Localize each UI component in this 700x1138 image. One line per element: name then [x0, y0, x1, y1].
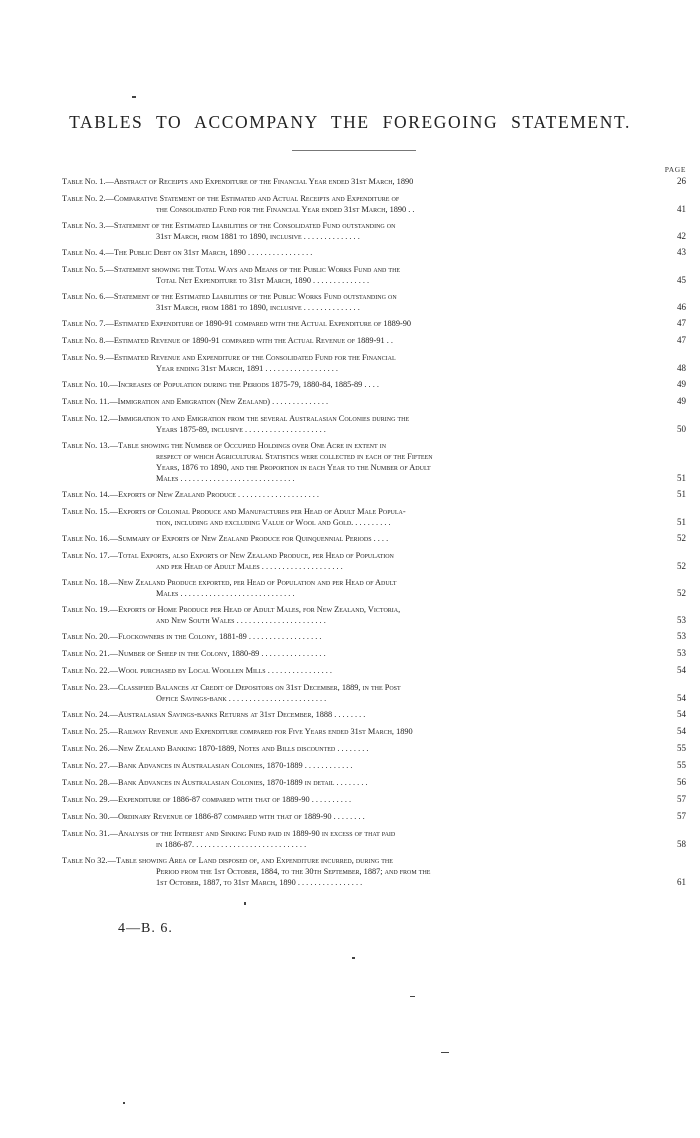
table-number: Table No. 20.: [62, 632, 110, 641]
page-number: 52: [677, 533, 686, 543]
page-number: 49: [677, 379, 686, 389]
toc-entry-first-line: [62, 577, 656, 588]
table-number: Table No. 16.: [62, 534, 110, 543]
toc-entry-text: [62, 760, 656, 771]
table-description-line: Exports of Colonial Produce and Manufactures per Head of Adult Male Popula-: [117, 507, 406, 516]
toc-entry-text: [62, 631, 656, 642]
toc-entry-text: [62, 577, 656, 599]
table-number: Table No. 19.: [62, 605, 110, 614]
em-dash: —: [109, 441, 118, 450]
page-number: 49: [677, 396, 686, 406]
toc-entry-first-line: [62, 264, 656, 275]
table-description-line: 31st March, from 1881 to 1890, inclusive . . . . . . . . . . . . . .: [156, 232, 360, 241]
toc-entry-first-line: [62, 533, 656, 544]
table-number: Table No. 30.: [62, 812, 110, 821]
table-description-line: respect of which Agricultural Statistics were collected in each of the Fifteen: [156, 452, 433, 461]
toc-entry-first-line: [62, 794, 656, 805]
table-description-line: Statement of the Estimated Liabilities of the Consolidated Fund outstanding on: [113, 221, 396, 230]
page-column-header: PAGE: [664, 165, 686, 174]
toc-entry-text: [62, 743, 656, 754]
table-description-line: Wool purchased by Local Woollen Mills . . . . . . . . . . . . . . . .: [117, 666, 332, 675]
toc-entry-first-line: [62, 855, 656, 866]
em-dash: —: [105, 336, 114, 345]
page-number: 48: [677, 363, 686, 373]
table-number: Table No. 13.: [62, 441, 110, 450]
page-number: 47: [677, 318, 686, 328]
table-number: Table No. 6.: [62, 292, 106, 301]
toc-entry-first-line: [62, 726, 656, 737]
toc-entry-first-line: [62, 550, 656, 561]
em-dash: —: [109, 649, 118, 658]
em-dash: —: [105, 177, 114, 186]
toc-entry-text: [62, 489, 656, 500]
toc-entry-text: [62, 335, 656, 346]
table-description-line: New Zealand Produce exported, per Head of Population and per Head of Adult: [117, 578, 397, 587]
table-description-line: Railway Revenue and Expenditure compared for Five Years ended 31st March, 1890: [117, 727, 413, 736]
table-description-line: Abstract of Receipts and Expenditure of the Financial Year ended 31st March, 1890: [113, 177, 414, 186]
em-dash: —: [109, 778, 118, 787]
title-rule: [292, 150, 416, 151]
toc-entry: [62, 318, 686, 329]
toc-entry-first-line: [62, 176, 656, 187]
page-number: 47: [677, 335, 686, 345]
toc-entry-text: [62, 247, 656, 258]
toc-entry-text: [62, 550, 656, 572]
em-dash: —: [109, 632, 118, 641]
toc-entry-text: [62, 264, 656, 286]
toc-entry-text: [62, 855, 656, 888]
page-number: 53: [677, 648, 686, 658]
em-dash: —: [109, 534, 118, 543]
table-description-line: Males . . . . . . . . . . . . . . . . . . . . . . . . . . . .: [156, 474, 295, 483]
table-number: Table No. 4.: [62, 248, 106, 257]
em-dash: —: [109, 744, 118, 753]
page-number: 56: [677, 777, 686, 787]
page-number: 52: [677, 561, 686, 571]
em-dash: —: [109, 578, 118, 587]
toc-entry-text: [62, 352, 656, 374]
table-of-contents: [62, 176, 686, 893]
em-dash: —: [109, 507, 118, 516]
em-dash: —: [105, 194, 114, 203]
toc-entry: [62, 743, 686, 754]
toc-entry: [62, 648, 686, 659]
toc-entry-text: [62, 794, 656, 805]
toc-entry: [62, 665, 686, 676]
table-number: Table No. 27.: [62, 761, 110, 770]
table-description-line: Number of Sheep in the Colony, 1880-89 . . . . . . . . . . . . . . . .: [117, 649, 326, 658]
table-description-line: Summary of Exports of New Zealand Produce for Quinquennial Periods . . . .: [117, 534, 389, 543]
toc-entry: [62, 264, 686, 286]
table-description-line: Period from the 1st October, 1884, to the 30th September, 1887; and from the: [156, 867, 431, 876]
toc-entry: [62, 506, 686, 528]
toc-entry: [62, 193, 686, 215]
toc-entry-first-line: [62, 743, 656, 754]
toc-entry-text: [62, 396, 656, 407]
toc-entry: [62, 489, 686, 500]
table-description-line: Statement of the Estimated Liabilities of the Public Works Fund outstanding on: [113, 292, 397, 301]
toc-entry-first-line: [62, 506, 656, 517]
toc-entry-first-line: [62, 828, 656, 839]
toc-entry-first-line: [62, 665, 656, 676]
em-dash: —: [109, 829, 118, 838]
table-number: Table No. 18.: [62, 578, 110, 587]
table-description-line: Australasian Savings-banks Returns at 31st December, 1888 . . . . . . . .: [117, 710, 366, 719]
table-description-line: Immigration and Emigration (New Zealand) . . . . . . . . . . . . . .: [117, 397, 329, 406]
toc-entry: [62, 533, 686, 544]
toc-entry-text: [62, 220, 656, 242]
toc-entry-first-line: [62, 489, 656, 500]
table-number: Table No. 7.: [62, 319, 106, 328]
table-description-line: the Consolidated Fund for the Financial Year ended 31st March, 1890 . .: [156, 205, 415, 214]
toc-entry: [62, 726, 686, 737]
table-number: Table No. 31.: [62, 829, 110, 838]
em-dash: —: [105, 248, 114, 257]
page-number: 45: [677, 275, 686, 285]
page-number: 55: [677, 743, 686, 753]
table-number: Table No. 22.: [62, 666, 110, 675]
toc-entry: [62, 709, 686, 720]
page-number: 43: [677, 247, 686, 257]
toc-entry-text: [62, 193, 656, 215]
toc-entry-first-line: [62, 291, 656, 302]
toc-entry-text: [62, 828, 656, 850]
toc-entry: [62, 811, 686, 822]
toc-entry-first-line: [62, 193, 656, 204]
toc-entry-first-line: [62, 709, 656, 720]
toc-entry: [62, 604, 686, 626]
toc-entry: [62, 247, 686, 258]
table-number: Table No. 26.: [62, 744, 110, 753]
table-number: Table No. 25.: [62, 727, 110, 736]
table-number: Table No. 29.: [62, 795, 110, 804]
table-number: Table No. 17.: [62, 551, 110, 560]
table-number: Table No. 28.: [62, 778, 110, 787]
toc-entry-first-line: [62, 352, 656, 363]
page-number: 54: [677, 665, 686, 675]
em-dash: —: [109, 380, 118, 389]
toc-entry-first-line: [62, 247, 656, 258]
print-speck: [132, 96, 136, 98]
em-dash: —: [109, 397, 118, 406]
table-description-line: Comparative Statement of the Estimated and Actual Receipts and Expenditure of: [113, 194, 400, 203]
page-number: 51: [677, 489, 686, 499]
table-number: Table No. 11.: [62, 397, 110, 406]
table-description-line: Year ending 31st March, 1891 . . . . . . . . . . . . . . . . . .: [156, 364, 338, 373]
table-description-line: and per Head of Adult Males . . . . . . . . . . . . . . . . . . . .: [156, 562, 343, 571]
toc-entry: [62, 440, 686, 484]
toc-entry: [62, 682, 686, 704]
table-number: Table No. 21.: [62, 649, 110, 658]
toc-entry-text: [62, 318, 656, 329]
toc-entry-first-line: [62, 413, 656, 424]
em-dash: —: [105, 353, 114, 362]
toc-entry: [62, 777, 686, 788]
em-dash: —: [109, 761, 118, 770]
table-number: Table No. 3.: [62, 221, 106, 230]
page-number: 53: [677, 631, 686, 641]
page-number: 42: [677, 231, 686, 241]
page-number: 58: [677, 839, 686, 849]
toc-entry-first-line: [62, 811, 656, 822]
page-number: 54: [677, 693, 686, 703]
table-number: Table No. 24.: [62, 710, 110, 719]
table-number: Table No 32.: [62, 856, 108, 865]
table-description-line: 1st October, 1887, to 31st March, 1890 . . . . . . . . . . . . . . . .: [156, 878, 363, 887]
page-number: 53: [677, 615, 686, 625]
page-number: 50: [677, 424, 686, 434]
toc-entry-text: [62, 506, 656, 528]
em-dash: —: [109, 727, 118, 736]
toc-entry-text: [62, 709, 656, 720]
toc-entry-first-line: [62, 335, 656, 346]
table-description-line: Years 1875-89, inclusive . . . . . . . . . . . . . . . . . . . .: [156, 425, 326, 434]
em-dash: —: [109, 490, 118, 499]
toc-entry-first-line: [62, 760, 656, 771]
table-number: Table No. 23.: [62, 683, 110, 692]
table-description-line: in 1886-87. . . . . . . . . . . . . . . . . . . . . . . . . . . .: [156, 840, 307, 849]
table-description-line: Analysis of the Interest and Sinking Fund paid in 1889-90 in excess of that paid: [117, 829, 396, 838]
page-number: 61: [677, 877, 686, 887]
table-description-line: New Zealand Banking 1870-1889, Notes and Bills discounted . . . . . . . .: [117, 744, 369, 753]
toc-entry: [62, 335, 686, 346]
table-description-line: Increases of Population during the Periods 1875-79, 1880-84, 1885-89 . . . .: [117, 380, 379, 389]
toc-entry-first-line: [62, 440, 656, 451]
table-description-line: Classified Balances at Credit of Depositors on 31st December, 1889, in the Post: [117, 683, 401, 692]
toc-entry-text: [62, 291, 656, 313]
table-number: Table No. 15.: [62, 507, 110, 516]
em-dash: —: [105, 292, 114, 301]
table-description-line: The Public Debt on 31st March, 1890 . . . . . . . . . . . . . . . .: [113, 248, 313, 257]
sheet-signature: 4—B. 6.: [118, 921, 173, 936]
table-description-line: Statement showing the Total Ways and Means of the Public Works Fund and the: [113, 265, 401, 274]
toc-entry-first-line: [62, 220, 656, 231]
table-description-line: Table showing the Number of Occupied Holdings over One Acre in extent in: [117, 441, 387, 450]
toc-entry: [62, 379, 686, 390]
page-number: 54: [677, 709, 686, 719]
table-description-line: Exports of Home Produce per Head of Adult Males, for New Zealand, Victoria,: [117, 605, 401, 614]
table-description-line: Estimated Revenue of 1890-91 compared with the Actual Revenue of 1889-91 . .: [113, 336, 393, 345]
toc-entry-text: [62, 379, 656, 390]
table-description-line: Ordinary Revenue of 1886-87 compared with that of 1889-90 . . . . . . . .: [117, 812, 365, 821]
table-description-line: Expenditure of 1886-87 compared with that of 1889-90 . . . . . . . . . .: [117, 795, 352, 804]
toc-entry-first-line: [62, 604, 656, 615]
table-description-line: Total Exports, also Exports of New Zealand Produce, per Head of Population: [117, 551, 394, 560]
page-number: 41: [677, 204, 686, 214]
toc-entry: [62, 220, 686, 242]
table-number: Table No. 8.: [62, 336, 106, 345]
toc-entry: [62, 577, 686, 599]
toc-entry: [62, 855, 686, 888]
table-description-line: Immigration to and Emigration from the several Australasian Colonies during the: [117, 414, 410, 423]
table-description-line: Exports of New Zealand Produce . . . . . . . . . . . . . . . . . . . .: [117, 490, 319, 499]
toc-entry: [62, 828, 686, 850]
print-speck: [352, 957, 355, 959]
table-description-line: Flockowners in the Colony, 1881-89 . . . . . . . . . . . . . . . . . .: [117, 632, 322, 641]
toc-entry-text: [62, 176, 656, 187]
table-number: Table No. 10.: [62, 380, 110, 389]
em-dash: —: [107, 856, 116, 865]
table-description-line: Table showing Area of Land disposed of, and Expenditure incurred, during the: [115, 856, 393, 865]
print-speck: [441, 1052, 449, 1053]
toc-entry-first-line: [62, 631, 656, 642]
toc-entry-text: [62, 726, 656, 737]
table-description-line: Years, 1876 to 1890, and the Proportion in each Year to the Number of Adult: [156, 463, 431, 472]
toc-entry-text: [62, 648, 656, 659]
page-number: 51: [677, 517, 686, 527]
toc-entry-text: [62, 682, 656, 704]
table-description-line: 31st March, from 1881 to 1890, inclusive . . . . . . . . . . . . . .: [156, 303, 360, 312]
page-number: 46: [677, 302, 686, 312]
print-speck: [244, 902, 246, 905]
toc-entry-text: [62, 811, 656, 822]
em-dash: —: [109, 795, 118, 804]
toc-entry: [62, 352, 686, 374]
table-number: Table No. 14.: [62, 490, 110, 499]
table-number: Table No. 2.: [62, 194, 106, 203]
page-number: 54: [677, 726, 686, 736]
print-speck: [123, 1102, 125, 1104]
page-number: 57: [677, 794, 686, 804]
em-dash: —: [109, 551, 118, 560]
page-title: TABLES TO ACCOMPANY THE FOREGOING STATEMENT.: [69, 112, 631, 132]
page-number: 52: [677, 588, 686, 598]
toc-entry: [62, 794, 686, 805]
table-description-line: Office Savings-bank . . . . . . . . . . . . . . . . . . . . . . . .: [156, 694, 327, 703]
table-description-line: and New South Wales . . . . . . . . . . . . . . . . . . . . . .: [156, 616, 326, 625]
table-description-line: Bank Advances in Australasian Colonies, 1870-1889 . . . . . . . . . . . .: [117, 761, 353, 770]
page-number: 57: [677, 811, 686, 821]
toc-entry: [62, 176, 686, 187]
table-number: Table No. 1.: [62, 177, 106, 186]
print-speck: [410, 996, 415, 997]
toc-entry: [62, 413, 686, 435]
toc-entry: [62, 396, 686, 407]
em-dash: —: [109, 710, 118, 719]
toc-entry-first-line: [62, 682, 656, 693]
toc-entry-text: [62, 440, 656, 484]
toc-entry-text: [62, 665, 656, 676]
table-description-line: Total Net Expenditure to 31st March, 1890 . . . . . . . . . . . . . .: [156, 276, 370, 285]
table-number: Table No. 9.: [62, 353, 106, 362]
table-number: Table No. 12.: [62, 414, 110, 423]
em-dash: —: [105, 265, 114, 274]
table-description-line: Estimated Revenue and Expenditure of the Consolidated Fund for the Financial: [113, 353, 396, 362]
em-dash: —: [105, 319, 114, 328]
toc-entry-first-line: [62, 777, 656, 788]
toc-entry-first-line: [62, 396, 656, 407]
toc-entry-text: [62, 533, 656, 544]
em-dash: —: [109, 414, 118, 423]
toc-entry-text: [62, 777, 656, 788]
table-description-line: Bank Advances in Australasian Colonies, 1870-1889 in detail . . . . . . . .: [117, 778, 368, 787]
em-dash: —: [109, 605, 118, 614]
em-dash: —: [105, 221, 114, 230]
table-description-line: Males . . . . . . . . . . . . . . . . . . . . . . . . . . . .: [156, 589, 295, 598]
table-description-line: tion, including and excluding Value of Wool and Gold. . . . . . . . . .: [156, 518, 391, 527]
toc-entry: [62, 760, 686, 771]
page-number: 55: [677, 760, 686, 770]
table-description-line: Estimated Expenditure of 1890-91 compared with the Actual Expenditure of 1889-90: [113, 319, 412, 328]
page-number: 51: [677, 473, 686, 483]
toc-entry: [62, 631, 686, 642]
toc-entry-first-line: [62, 379, 656, 390]
em-dash: —: [109, 666, 118, 675]
toc-entry-first-line: [62, 648, 656, 659]
toc-entry-text: [62, 604, 656, 626]
toc-entry-first-line: [62, 318, 656, 329]
page-number: 26: [677, 176, 686, 186]
em-dash: —: [109, 683, 118, 692]
toc-entry: [62, 550, 686, 572]
table-number: Table No. 5.: [62, 265, 106, 274]
toc-entry: [62, 291, 686, 313]
toc-entry-text: [62, 413, 656, 435]
em-dash: —: [109, 812, 118, 821]
